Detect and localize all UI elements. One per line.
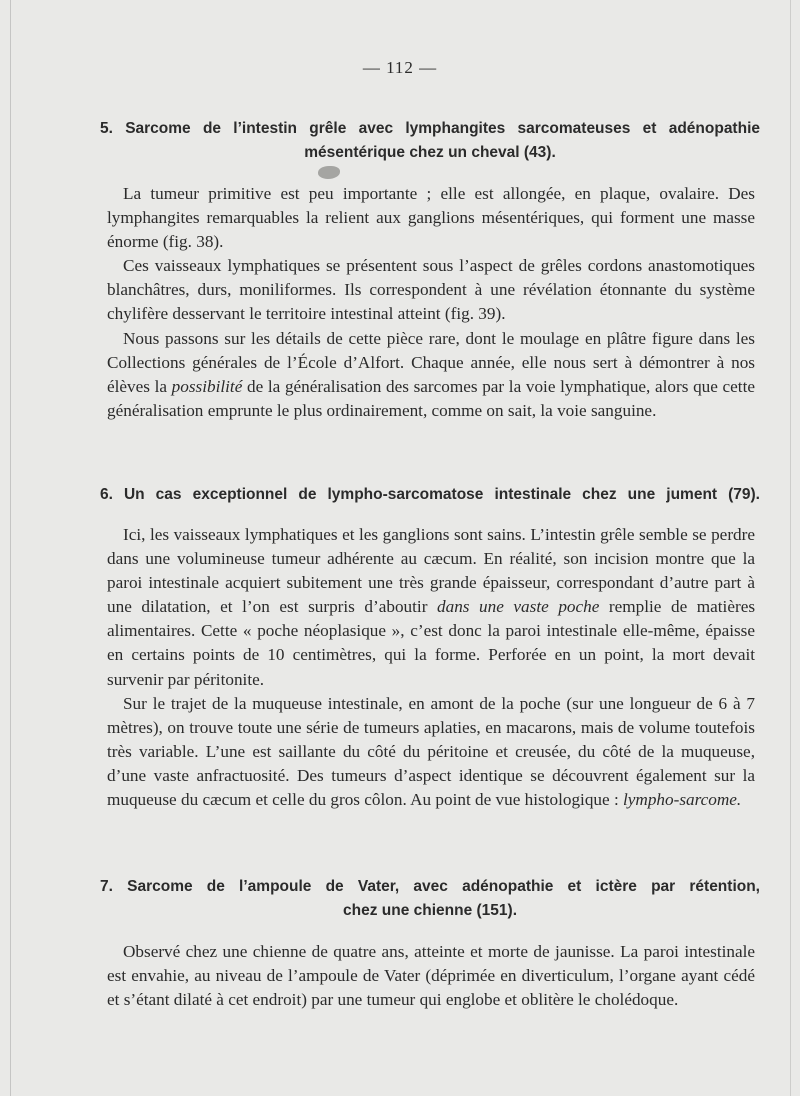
paragraph-text: Nous passons sur les détails de cette pièce rare, dont le moulage en plâtre figure dans les Collections générales de l’École d’Alfort. Chaque année, elle nous sert à démontrer à nos élèves la <box>107 328 755 396</box>
section-7-paragraph-1: Observé chez une chienne de quatre ans, atteinte et morte de jaunisse. La paroi intestinale est envahie, au niveau de l’ampoule de Vater (déprimée en diverticulum, l’organe ayant cédé et s’étant dilaté à cet endroit) par une tumeur qui englobe et oblitère le cholédoque. <box>107 942 755 1010</box>
section-6-paragraph-2 <box>107 692 755 812</box>
paragraph-text: remplie de matières alimentaires. Cette « poche néoplasique », c’est donc la paroi intestinale elle-même, épaisse en certains points de 10 centimètres, qui la forme. Perforée en un point, la mort devait survenir par péritonite. <box>107 597 756 689</box>
italic-term: lympho-sarcome. <box>623 790 742 810</box>
scan-edge-left <box>10 0 11 1096</box>
section-5-title-line2: mésentérique chez un cheval (43). <box>304 144 556 161</box>
section-6-paragraph-1 <box>107 523 755 692</box>
section-7-title-line1: 7. Sarcome de l’ampoule de Vater, avec adénopathie et ictère par rétention, <box>100 878 760 895</box>
section-5-title <box>100 117 760 165</box>
scan-edge-right <box>790 0 791 1096</box>
italic-term: dans une vaste poche <box>437 597 600 617</box>
section-7-body <box>107 940 755 1012</box>
section-7-title-line2: chez une chienne (151). <box>343 902 517 919</box>
section-5-body <box>107 182 755 423</box>
section-5-title-line1: 5. Sarcome de l’intestin grêle avec lymphangites sarcomateuses et adénopathie <box>100 120 760 137</box>
paragraph-text: Sur le trajet de la muqueuse intestinale, en amont de la poche (sur une longueur de 6 à 7 mètres), on trouve toute une série de tumeurs aplaties, en macarons, mais de volume toutefois très variable. L’une est saillante du côté du péritoine et creusée, du côté de la muqueuse, d’une vaste anfractuosité. Des tumeurs d’aspect identique se découvrent également sur la muqueuse du cæcum et celle du gros côlon. Au point de vue histologique : <box>107 693 755 810</box>
italic-term: possibilité <box>171 376 243 396</box>
paragraph-text: Ici, les vaisseaux lymphatiques et les ganglions sont sains. L’intestin grêle semble se perdre dans une volumineuse tumeur adhérente au cæcum. En réalité, son incision montre que la paroi intestinale acquiert subitement une très grande épaisseur, correspondant d’autre part à une dilatation, et l’on est surpris d’aboutir <box>107 525 755 617</box>
section-6-body <box>107 523 755 812</box>
section-7-title <box>100 875 760 923</box>
page-number: — 112 — <box>362 58 438 77</box>
paragraph-text: de la généralisation des sarcomes par la voie lymphatique, alors que cette généralisation emprunte le plus ordinairement, comme on sait, la voie sanguine. <box>107 376 755 420</box>
section-5-paragraph-1: La tumeur primitive est peu importante ; elle est allongée, en plaque, ovalaire. Des lymphangites remarquables la relient aux ganglions mésentériques, qui forment une masse énorme (fig. 38). <box>107 184 755 252</box>
section-6-title-line1: 6. Un cas exceptionnel de lympho-sarcomatose intestinale chez une jument (79). <box>100 486 760 503</box>
section-6-title <box>100 483 760 507</box>
ink-blot <box>318 166 340 179</box>
section-5-paragraph-3 <box>107 327 755 423</box>
section-5-paragraph-2: Ces vaisseaux lymphatiques se présentent sous l’aspect de grêles cordons anastomotiques blanchâtres, durs, moniliformes. Ils correspondent à une révélation étonnante du système chylifère desservant le territoire intestinal atteint (fig. 39). <box>107 256 755 324</box>
